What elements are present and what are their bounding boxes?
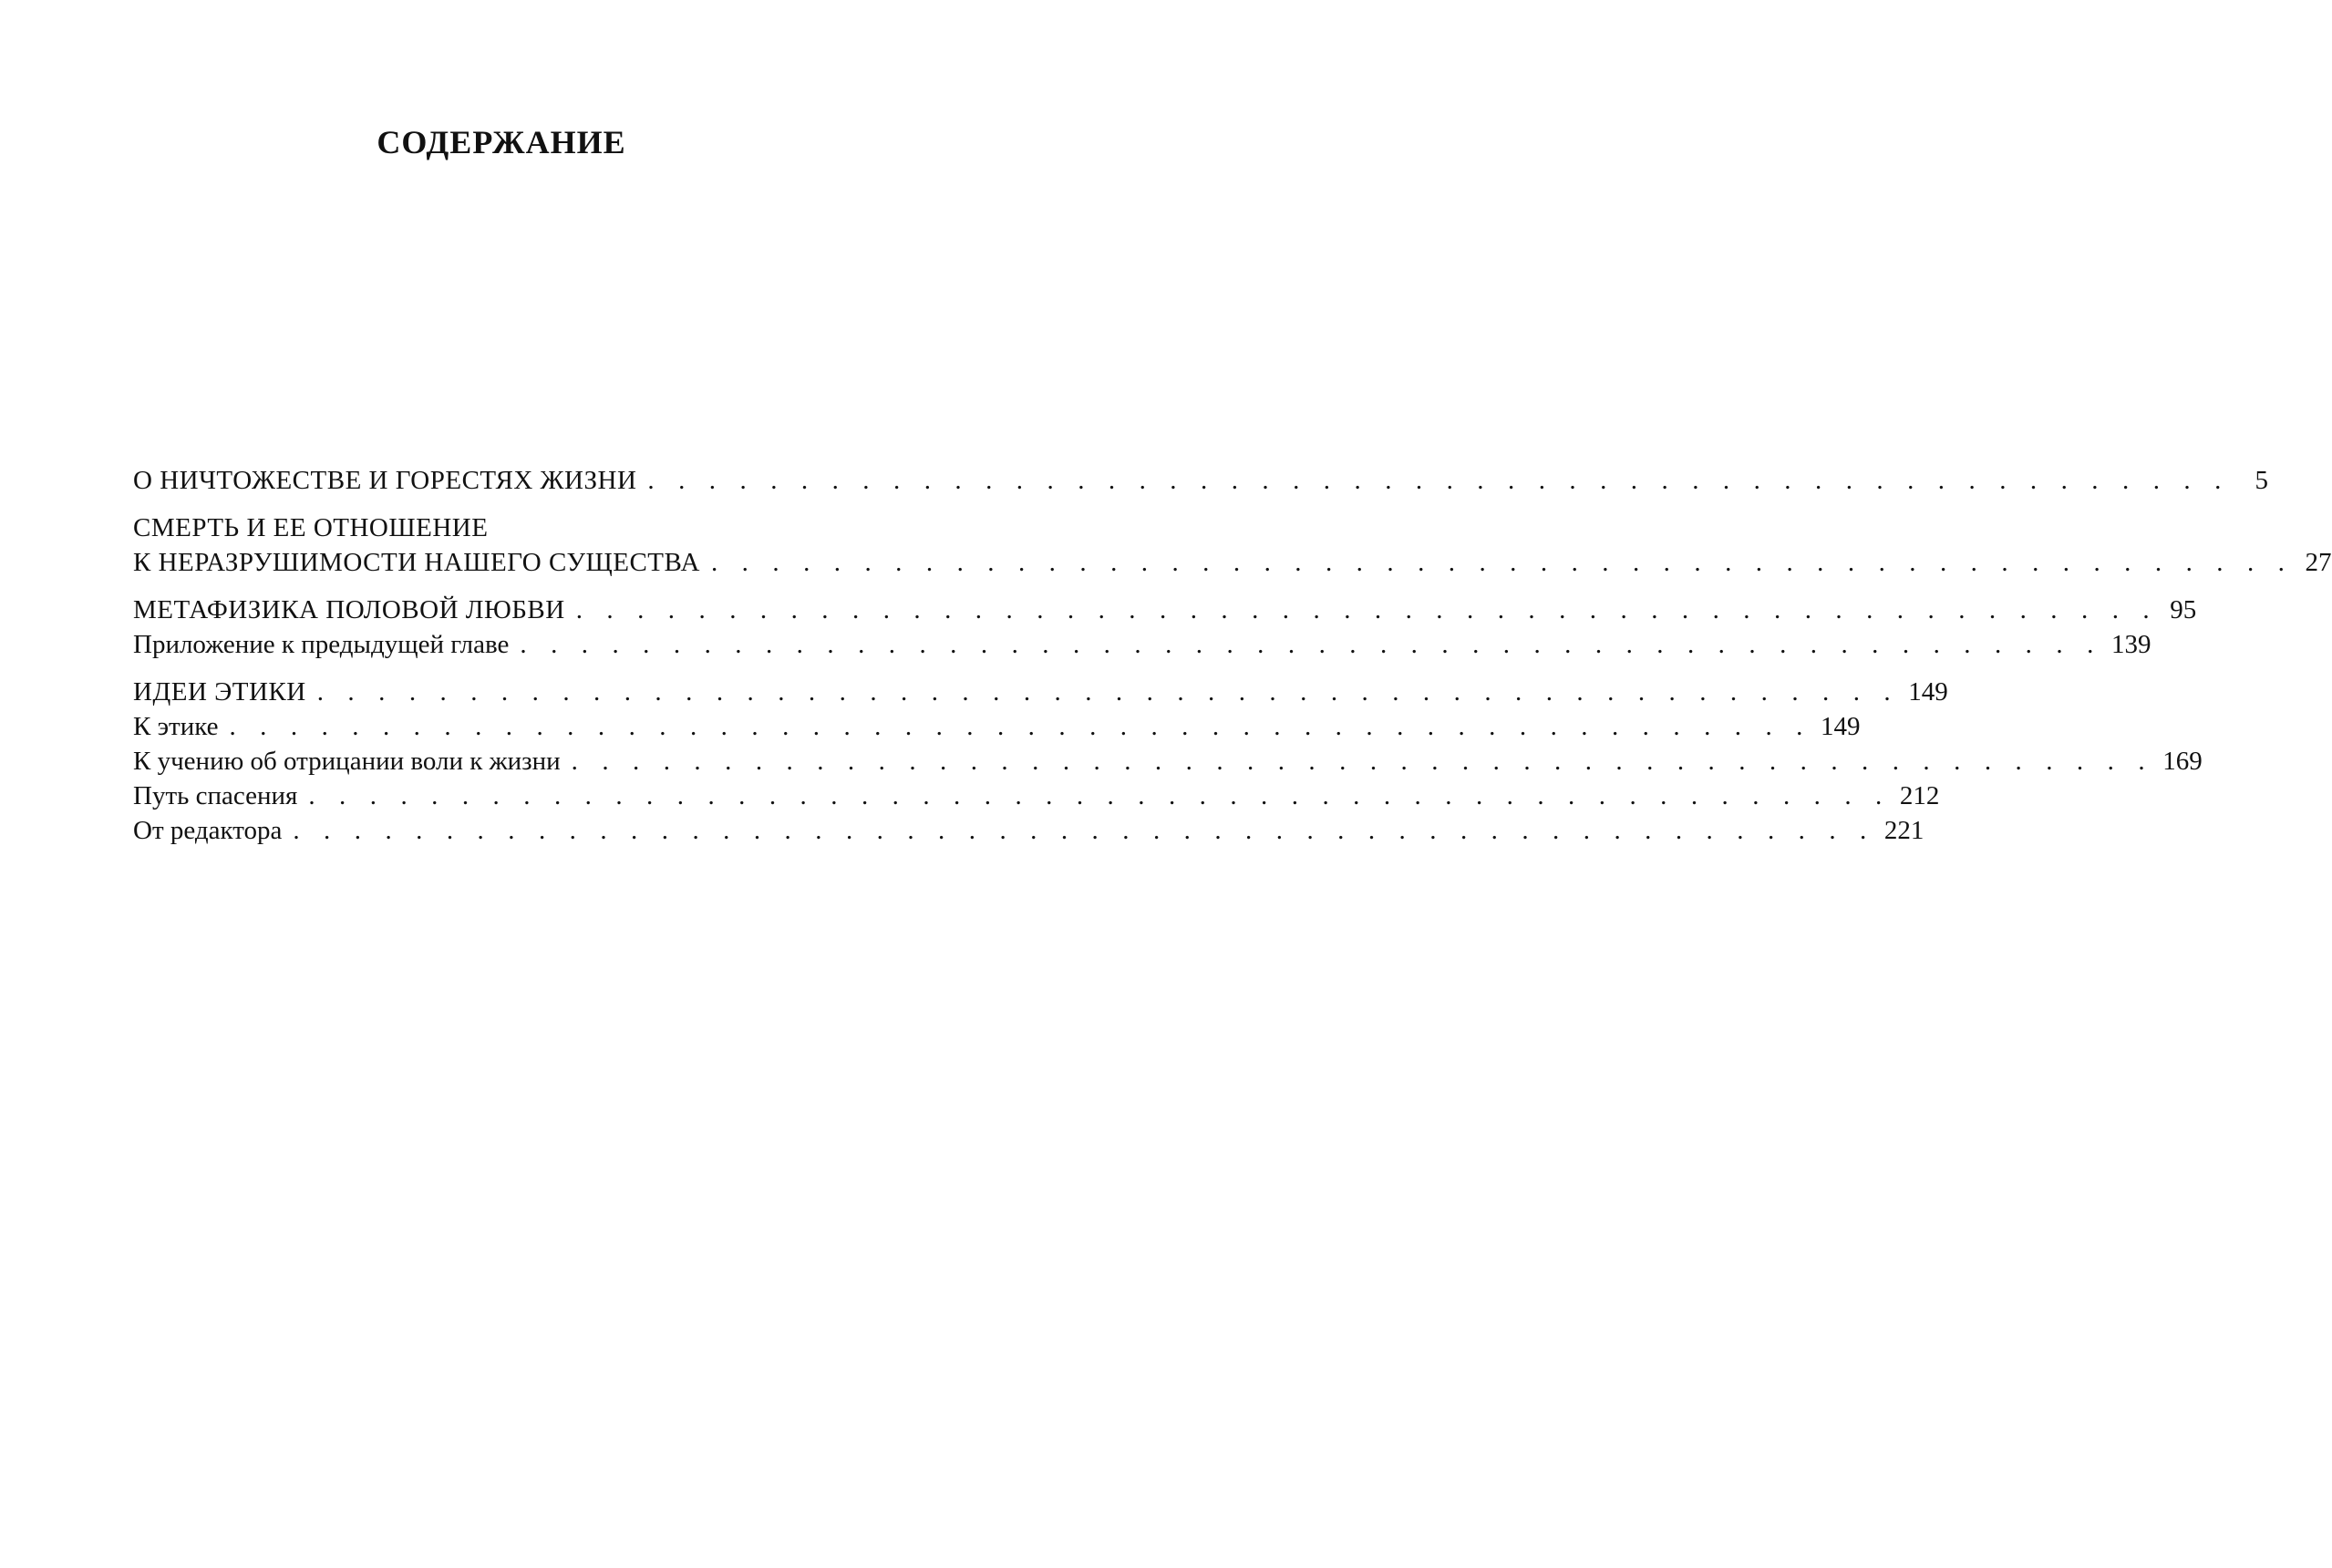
dot-leader: . . . . . . . . . . . . . . . . . . . . . . . . . . . . . . . . . . . . . . . . . . . . . . . . . . . .	[229, 712, 1812, 741]
dot-leader: . . . . . . . . . . . . . . . . . . . . . . . . . . . . . . . . . . . . . . . . . . . . . . . . . . . .	[308, 781, 1891, 810]
toc-page-number: 221	[1883, 816, 1924, 845]
toc-entry-label: К НЕРАЗРУШИМОСТИ НАШЕГО СУЩЕСТВА	[133, 548, 700, 577]
toc-entry-label: Путь спасения	[133, 781, 298, 810]
dot-leader: . . . . . . . . . . . . . . . . . . . . . . . . . . . . . . . . . . . . . . . . . . . . . . . . . . . .	[316, 677, 1900, 707]
toc-page-number: 95	[2170, 595, 2197, 624]
dot-leader: . . . . . . . . . . . . . . . . . . . . . . . . . . . . . . . . . . . . . . . . . . . . . . . . . . . .	[571, 747, 2154, 776]
toc-page-number: 5	[2255, 466, 2268, 495]
toc-entry[interactable]	[133, 744, 2203, 779]
toc-page-number: 149	[1821, 712, 1861, 741]
toc-entry[interactable]	[133, 813, 1924, 848]
table-of-contents	[133, 463, 2332, 848]
toc-entry[interactable]	[133, 675, 1948, 709]
toc-page-number: 212	[1899, 781, 1940, 810]
toc-entry-label: МЕТАФИЗИКА ПОЛОВОЙ ЛЮБВИ	[133, 595, 565, 624]
toc-entry-label: От редактора	[133, 816, 283, 845]
dot-leader: . . . . . . . . . . . . . . . . . . . . . . . . . . . . . . . . . . . . . . . . . . . . . . . . . . . .	[647, 466, 2230, 495]
toc-page-number: 149	[1908, 677, 1948, 707]
dot-leader: . . . . . . . . . . . . . . . . . . . . . . . . . . . . . . . . . . . . . . . . . . . . . . . . . . . .	[575, 595, 2159, 624]
toc-entry[interactable]	[133, 709, 1861, 744]
dot-leader: . . . . . . . . . . . . . . . . . . . . . . . . . . . . . . . . . . . . . . . . . . . . . . . . . . . .	[710, 548, 2294, 577]
dot-leader: . . . . . . . . . . . . . . . . . . . . . . . . . . . . . . . . . . . . . . . . . . . . . . . . . . . .	[293, 816, 1875, 845]
dot-leader: . . . . . . . . . . . . . . . . . . . . . . . . . . . . . . . . . . . . . . . . . . . . . . . . . . . .	[520, 630, 2102, 659]
toc-entry[interactable]	[133, 463, 2268, 498]
toc-entry-label: О НИЧТОЖЕСТВЕ И ГОРЕСТЯХ ЖИЗНИ	[133, 466, 637, 495]
toc-page-number: 139	[2110, 630, 2151, 659]
toc-entry-label: К учению об отрицании воли к жизни	[133, 747, 561, 776]
toc-entry[interactable]	[133, 627, 2151, 662]
page-title: СОДЕРЖАНИЕ	[377, 124, 626, 160]
toc-entry-label-line1: СМЕРТЬ И ЕЕ ОТНОШЕНИЕ	[133, 513, 489, 542]
toc-page-number: 27	[2305, 548, 2332, 577]
toc-entry[interactable]	[133, 511, 2332, 580]
toc-entry[interactable]	[133, 779, 1940, 813]
toc-entry[interactable]	[133, 593, 2197, 627]
toc-entry-label: К этике	[133, 712, 219, 741]
toc-entry-label: Приложение к предыдущей главе	[133, 630, 510, 659]
toc-page-number: 169	[2162, 747, 2203, 776]
toc-entry-label: ИДЕИ ЭТИКИ	[133, 677, 306, 707]
